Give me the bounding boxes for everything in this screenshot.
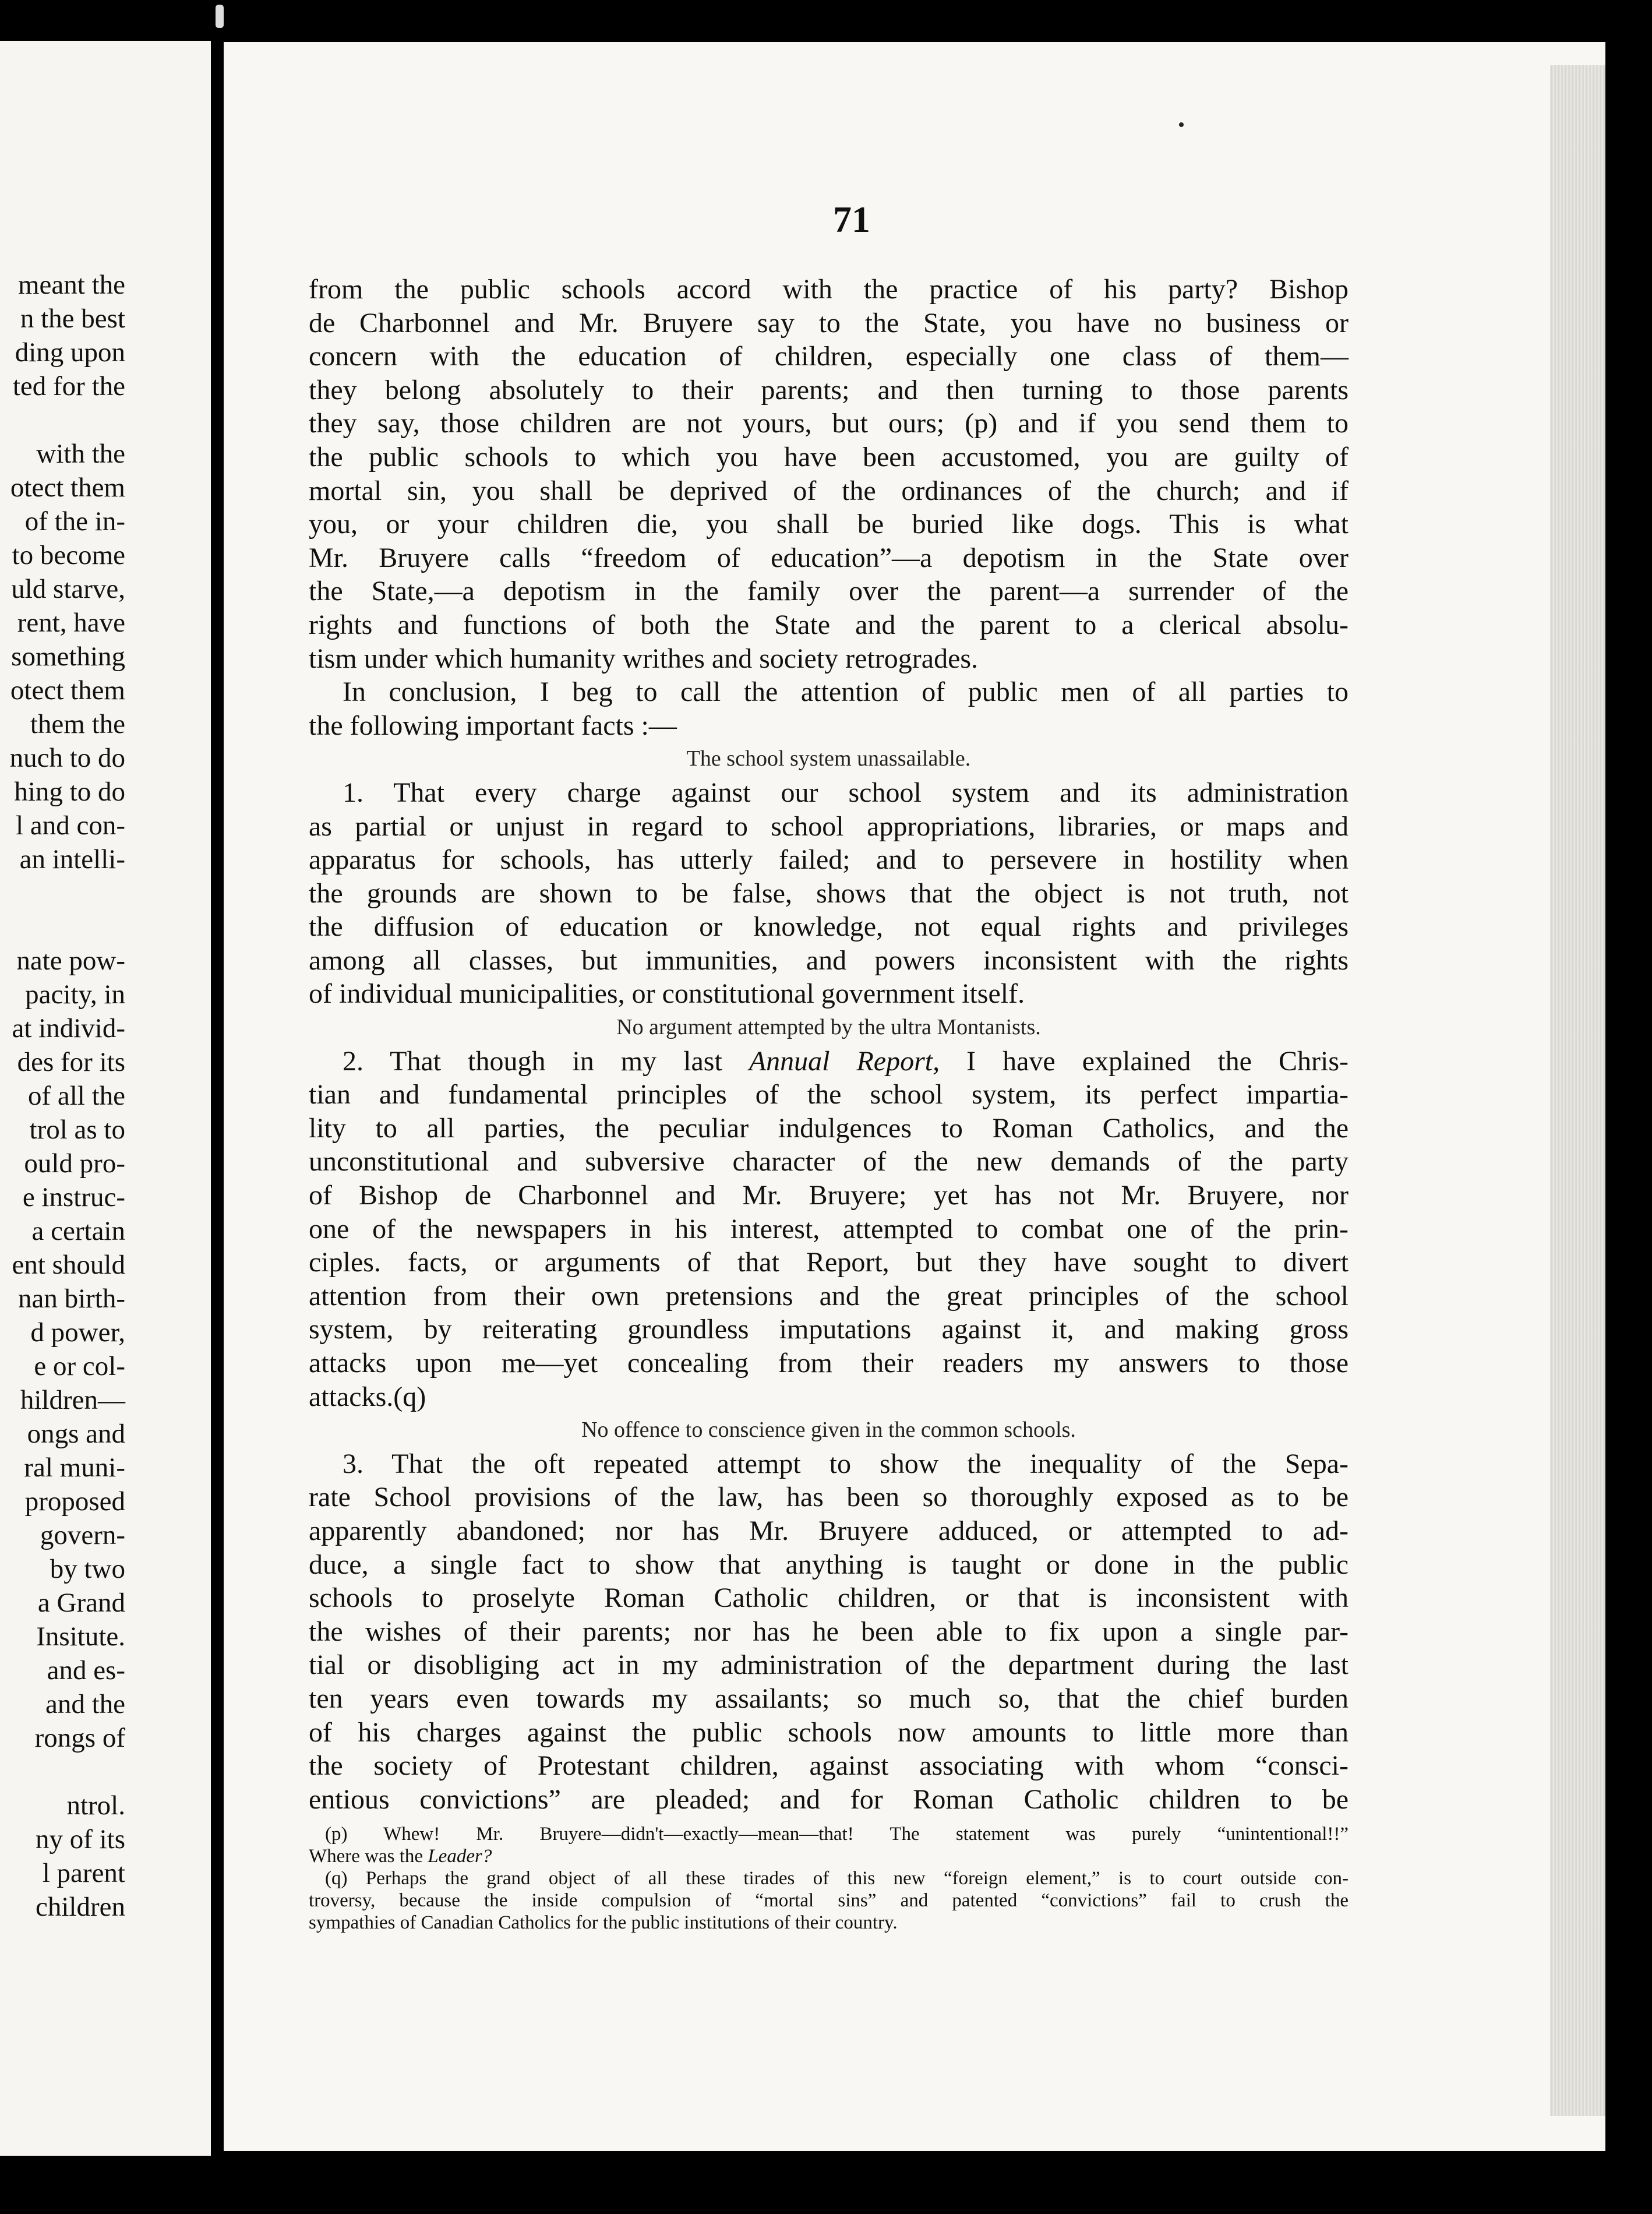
scan-speck bbox=[216, 5, 224, 28]
facing-page-line: hing to do bbox=[14, 777, 125, 807]
text-line: the wishes of their parents; nor has he been able to fix upon a single par- bbox=[309, 1616, 1349, 1647]
facing-page-line: e or col- bbox=[34, 1351, 125, 1381]
text-line: attacks upon me—yet concealing from their readers my answers to those bbox=[309, 1348, 1349, 1379]
facing-page-line: ny of its bbox=[35, 1824, 125, 1855]
facing-page-line: and es- bbox=[47, 1655, 125, 1686]
facing-page-line: rent, have bbox=[17, 608, 125, 638]
text-line: apparently abandoned; nor has Mr. Bruyere adduced, or attempted to ad- bbox=[309, 1515, 1349, 1546]
facing-page-line: to become bbox=[12, 540, 125, 570]
footnote-separator bbox=[309, 1816, 1349, 1823]
facing-page-line: Insitute. bbox=[36, 1621, 125, 1652]
text-line: ten years even towards my assailants; so much so, that the chief burden bbox=[309, 1683, 1349, 1714]
page-number: 71 bbox=[833, 199, 870, 240]
text-line: lity to all parties, the peculiar indulgences to Roman Catholics, and the bbox=[309, 1112, 1349, 1144]
facing-page-line: govern- bbox=[40, 1520, 125, 1550]
text-line: tial or disobliging act in my administration of the department during the last bbox=[309, 1649, 1349, 1681]
facing-page-line: and the bbox=[45, 1689, 125, 1719]
text-line: of his charges against the public schools now amounts to little more than bbox=[309, 1716, 1349, 1748]
facing-page-text bbox=[0, 268, 125, 1924]
footnote-p-line: (p) Whew! Mr. Bruyere—didn't—exactly—mean—that! The statement was purely “unintentional!!” bbox=[325, 1824, 1349, 1845]
facing-page-line: by two bbox=[50, 1554, 125, 1584]
facing-page-line: uld starve, bbox=[11, 574, 125, 604]
facing-page-line: ted for the bbox=[12, 371, 125, 401]
text-line: schools to proselyte Roman Catholic children, or that is inconsistent with bbox=[309, 1582, 1349, 1614]
text-line: troversy, because the inside compulsion of “mortal sins” and patented “convictions” fail to crush the bbox=[309, 1890, 1349, 1912]
text-line: (q) Perhaps the grand object of all these tirades of this new “foreign element,” is to court outside con- bbox=[325, 1868, 1349, 1889]
footnote-p-line: Where was the Leader? bbox=[309, 1846, 492, 1867]
italic-title: Annual Report, bbox=[749, 1045, 940, 1077]
facing-page-line: meant the bbox=[17, 270, 125, 300]
paragraph-2 bbox=[309, 675, 1349, 742]
facing-page-line: children bbox=[36, 1892, 125, 1922]
text-line: de Charbonnel and Mr. Bruyere say to the State, you have no business or bbox=[309, 307, 1349, 339]
facing-page-line: e instruc- bbox=[22, 1182, 125, 1212]
facing-page-line: otect them bbox=[10, 675, 125, 706]
facing-page-line: ral muni- bbox=[24, 1453, 125, 1483]
facing-page-line: des for its bbox=[17, 1047, 125, 1077]
facing-page-line bbox=[0, 403, 125, 437]
document-page bbox=[224, 42, 1605, 2151]
scan-speck bbox=[1179, 122, 1184, 127]
text-line: attention from their own pretensions and the great principles of the school bbox=[309, 1280, 1349, 1312]
facing-page-line: ntrol. bbox=[66, 1790, 125, 1821]
text-line: rate School provisions of the law, has been so thoroughly exposed as to be bbox=[309, 1482, 1349, 1513]
book-gutter bbox=[211, 0, 224, 2214]
facing-page-line: rongs of bbox=[34, 1723, 125, 1753]
facing-page-line bbox=[0, 876, 125, 910]
facing-page-line: ding upon bbox=[15, 337, 125, 368]
text-line: 1. That every charge against our school system and its administration bbox=[343, 777, 1349, 808]
text-line: 3. That the oft repeated attempt to show the inequality of the Sepa- bbox=[343, 1448, 1349, 1479]
text-line: one of the newspapers in his interest, attempted to combat one of the prin- bbox=[309, 1213, 1349, 1245]
text-line: sympathies of Canadian Catholics for the public institutions of their country. bbox=[309, 1912, 898, 1934]
section-heading-1: The school system unassailable. bbox=[686, 746, 971, 771]
facing-page-line: of the in- bbox=[24, 506, 125, 537]
text-line: concern with the education of children, especially one class of them— bbox=[309, 341, 1349, 372]
facing-page-line: nan birth- bbox=[17, 1284, 125, 1314]
paragraph-1 bbox=[309, 273, 1349, 675]
text-line: the State,—a depotism in the family over the parent—a surrender of the bbox=[309, 576, 1349, 607]
paragraph-5 bbox=[309, 1447, 1349, 1817]
facing-page-line: n the best bbox=[20, 304, 125, 334]
text-line: the public schools to which you have been accustomed, you are guilty of bbox=[309, 441, 1349, 473]
facing-page-line: a Grand bbox=[37, 1588, 125, 1618]
text-line: of Bishop de Charbonnel and Mr. Bruyere; yet has not Mr. Bruyere, nor bbox=[309, 1180, 1349, 1211]
text-line: attacks.(q) bbox=[309, 1381, 426, 1412]
text-line: Mr. Bruyere calls “freedom of education”—a depotism in the State over bbox=[309, 542, 1349, 573]
section-heading-2: No argument attempted by the ultra Montanists. bbox=[616, 1015, 1041, 1040]
facing-page-line: ent should bbox=[12, 1250, 125, 1280]
text-line: the grounds are shown to be false, shows that the object is not truth, not bbox=[309, 877, 1349, 909]
facing-page-line: nuch to do bbox=[9, 743, 125, 773]
text-line: as partial or unjust in regard to school appropriations, libraries, or maps and bbox=[309, 810, 1349, 842]
facing-page-line: hildren— bbox=[20, 1385, 125, 1415]
page-edge bbox=[1550, 65, 1605, 2116]
text-line: 2. That though in my last Annual Report, I have explained the Chris- bbox=[343, 1045, 1349, 1077]
facing-page-line: of all the bbox=[27, 1081, 125, 1111]
section-heading-3: No offence to conscience given in the common schools. bbox=[581, 1418, 1076, 1443]
facing-page-line: ongs and bbox=[27, 1419, 125, 1449]
facing-page-line: pacity, in bbox=[25, 979, 125, 1010]
facing-page-line: l parent bbox=[42, 1858, 125, 1888]
text-line: rights and functions of both the State and the parent to a clerical absolu- bbox=[309, 609, 1349, 640]
text-line: the diffusion of education or knowledge, not equal rights and privileges bbox=[309, 911, 1349, 943]
text-line: the society of Protestant children, against associating with whom “consci- bbox=[309, 1750, 1349, 1782]
facing-page-line: otect them bbox=[10, 473, 125, 503]
footnotes bbox=[309, 1823, 1349, 1934]
text-line: entious convictions” are pleaded; and for Roman Catholic children to be bbox=[309, 1783, 1349, 1815]
text-line: system, by reiterating groundless imputations against it, and making gross bbox=[309, 1314, 1349, 1345]
text-line: they belong absolutely to their parents; and then turning to those parents bbox=[309, 374, 1349, 406]
paragraph-4 bbox=[309, 1045, 1349, 1414]
facing-page-line: something bbox=[11, 641, 125, 672]
text-line: tism under which humanity writhes and society retrogrades. bbox=[309, 643, 979, 674]
facing-page-line: an intelli- bbox=[19, 844, 125, 875]
facing-page-line: proposed bbox=[24, 1486, 125, 1517]
footnote-q bbox=[309, 1867, 1349, 1934]
text-line: ciples. facts, or arguments of that Report, but they have sought to divert bbox=[309, 1247, 1349, 1278]
text-line: among all classes, but immunities, and powers inconsistent with the rights bbox=[309, 944, 1349, 976]
facing-page-line: them the bbox=[30, 709, 125, 739]
facing-page-line: with the bbox=[36, 439, 125, 469]
facing-page-line: nate pow- bbox=[16, 946, 125, 976]
facing-page-fragment bbox=[0, 41, 211, 2156]
facing-page-line: trol as to bbox=[29, 1115, 125, 1145]
facing-page-line: l and con- bbox=[16, 810, 125, 841]
text-line: unconstitutional and subversive character of the new demands of the party bbox=[309, 1146, 1349, 1177]
facing-page-line: a certain bbox=[31, 1216, 125, 1246]
text-line: from the public schools accord with the practice of his party? Bishop bbox=[309, 274, 1349, 305]
facing-page-line bbox=[0, 910, 125, 944]
text-line: the following important facts :— bbox=[309, 710, 677, 741]
text-line: of individual municipalities, or constitutional government itself. bbox=[309, 978, 1025, 1010]
text-line: In conclusion, I beg to call the attention of public men of all parties to bbox=[343, 676, 1349, 708]
page-body bbox=[309, 273, 1349, 1934]
text-line: they say, those children are not yours, but ours; (p) and if you send them to bbox=[309, 408, 1349, 439]
facing-page-line: d power, bbox=[30, 1317, 125, 1348]
paragraph-3 bbox=[309, 776, 1349, 1011]
text-line: apparatus for schools, has utterly failed; and to persevere in hostility when bbox=[309, 844, 1349, 876]
text-line: duce, a single fact to show that anything is taught or done in the public bbox=[309, 1549, 1349, 1580]
text-line: you, or your children die, you shall be buried like dogs. This is what bbox=[309, 509, 1349, 540]
facing-page-line: at individ- bbox=[12, 1013, 125, 1043]
facing-page-line: ould pro- bbox=[24, 1148, 125, 1179]
text-line: tian and fundamental principles of the school system, its perfect impartia- bbox=[309, 1079, 1349, 1110]
text-line: mortal sin, you shall be deprived of the ordinances of the church; and if bbox=[309, 475, 1349, 506]
facing-page-line bbox=[0, 1755, 125, 1789]
